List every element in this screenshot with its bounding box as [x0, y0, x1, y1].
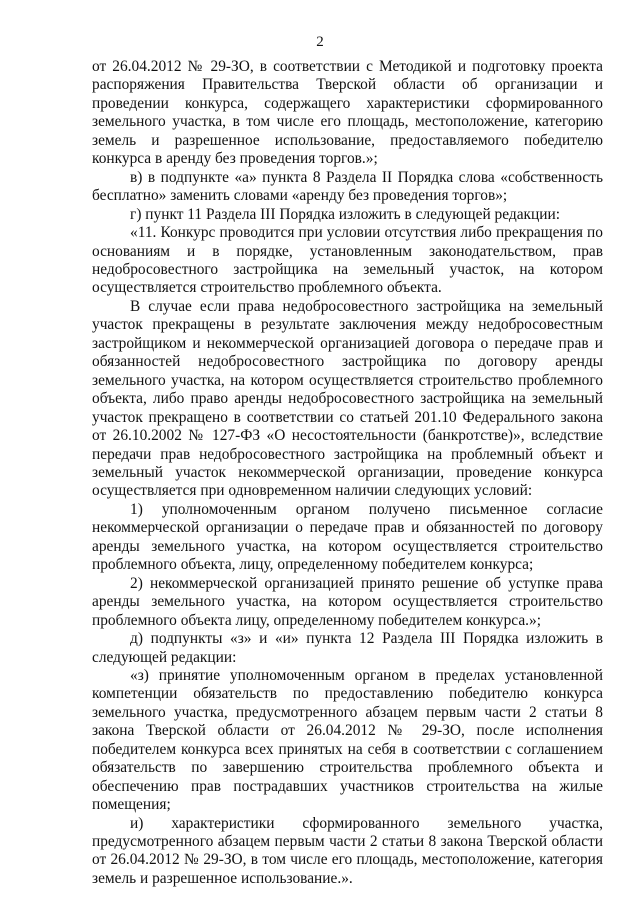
paragraph-item-v: в) в подпункте «а» пункта 8 Раздела II Порядка слова «собственность бесплатно» заменить словами «аренду без проведения торгов»;	[92, 168, 603, 205]
document-body	[92, 58, 603, 888]
paragraph-clause-11: «11. Конкурс проводится при условии отсутствия либо прекращения по основаниям и в порядке, установленным законодательством, прав недобросовестного застройщика на земельный участок, на котором осуществляется строительство проблемного объекта.	[92, 224, 603, 297]
paragraph-condition-2: 2) некоммерческой организацией принято решение об уступке права аренды земельного участка, на котором осуществляется строительство проблемного объекта лицу, определенному победителем конкурса.»;	[92, 574, 603, 629]
paragraph-subitem-z: «з) принятие уполномоченным органом в пределах установленной компетенции обязательств по предоставлению победителю конкурса земельного участка, предусмотренного абзацем первым части 2 статьи 8 закона Тверской области от 26.04.2012 № 29-ЗО, после исполнения победителем конкурса всех принятых на себя в соответствии с соглашением обязательств по завершению строительства проблемного объекта и обеспечению прав пострадавших участников строительства на жилые помещения;	[92, 666, 603, 814]
paragraph-case-rights-terminated: В случае если права недобросовестного застройщика на земельный участок прекращены в результате заключения между недобросовестным застройщиком и некоммерческой организацией договора о передаче прав и обязанностей недобросовестного застройщика по договору аренды земельного участка, на котором осуществляется строительство проблемного объекта, либо право аренды недобросовестного застройщика на земельный участок прекращено в соответствии со статьей 201.10 Федерального закона от 26.10.2002 № 127-ФЗ «О несостоятельности (банкротстве)», вследствие передачи прав недобросовестного застройщика на проблемный объект и земельный участок некоммерческой организации, проведение конкурса осуществляется при одновременном наличии следующих условий:	[92, 297, 603, 500]
paragraph-item-g: г) пункт 11 Раздела III Порядка изложить в следующей редакции:	[130, 205, 561, 223]
paragraph-item-d: д) подпункты «з» и «и» пункта 12 Раздела III Порядка изложить в следующей редакции:	[92, 630, 603, 666]
page-number: 2	[316, 34, 324, 50]
paragraph-condition-1: 1) уполномоченным органом получено письменное согласие некоммерческой организации о передаче прав и обязанностей по договору аренды земельного участка, на котором осуществляется строительство проблемного объекта, лицу, определенному победителем конкурса;	[92, 500, 603, 574]
paragraph-subitem-i: и) характеристики сформированного земельного участка, предусмотренного абзацем первым части 2 статьи 8 закона Тверской области от 26.04.2012 № 29-ЗО, в том числе его площадь, местоположение, категория земель и разрешенное использование.».	[92, 814, 603, 887]
paragraph-continuation: от 26.04.2012 № 29-ЗО, в соответствии с Методикой и подготовку проекта распоряжения Правительства Тверской области об организации и проведении конкурса, содержащего характеристики сформированного земельного участка, в том числе его площадь, местоположение, категорию земель и разрешенное использование, предоставляемого победителю конкурса в аренду без проведения торгов.»;	[92, 58, 603, 168]
